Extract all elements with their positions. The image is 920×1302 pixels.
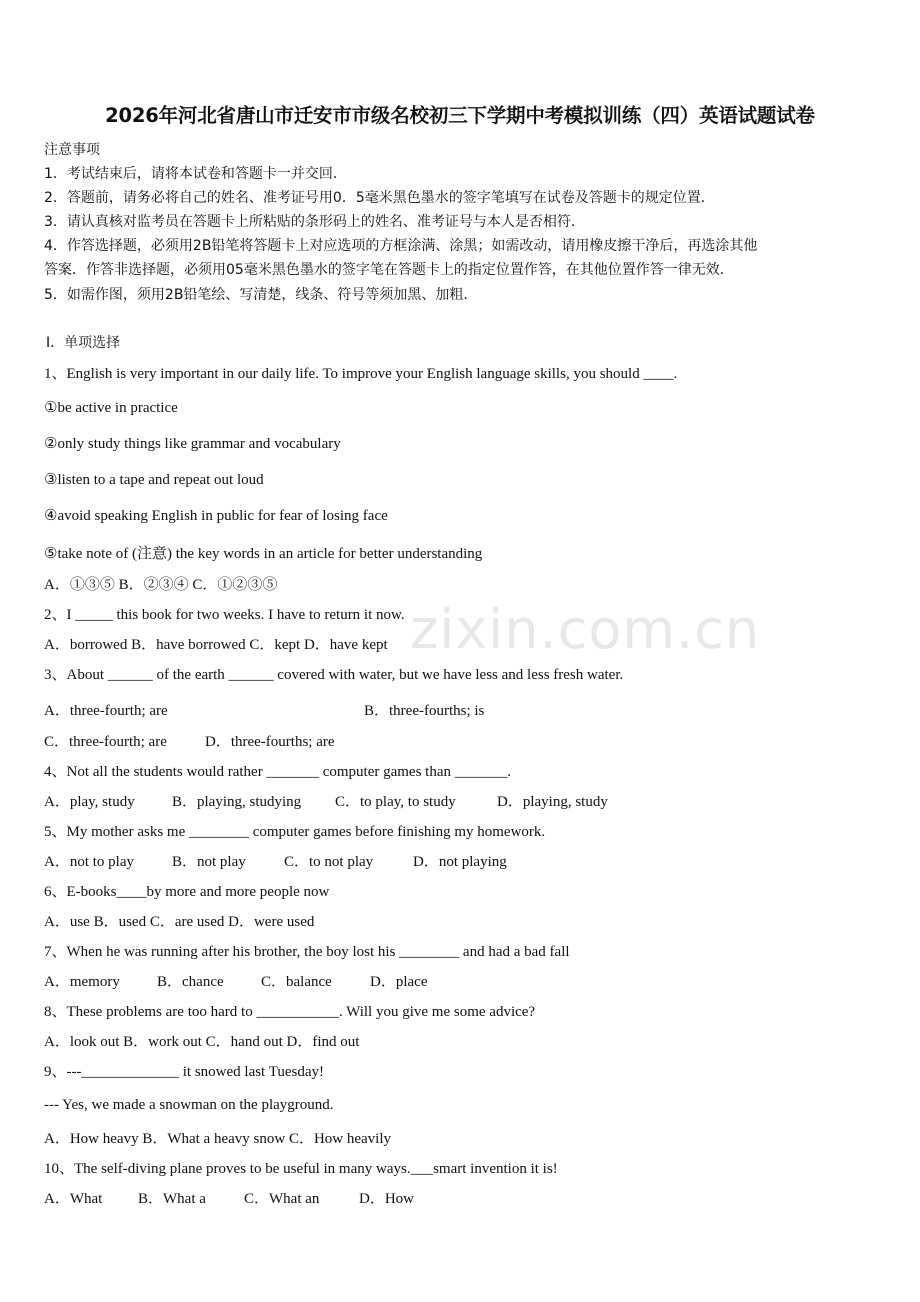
- q7-option-d: D．place: [370, 974, 428, 990]
- q9-options: A．How heavy B．What a heavy snow C．How heavily: [44, 1131, 392, 1147]
- q7-option-a: A．memory: [44, 974, 120, 990]
- q10-option-b: B．What a: [138, 1191, 206, 1207]
- q2-stem: 2、I _____ this book for two weeks. I have to return it now.: [44, 607, 405, 623]
- q5-stem: 5、My mother asks me ________ computer games before finishing my homework.: [44, 824, 546, 840]
- section-heading: Ⅰ．单项选择: [46, 335, 121, 351]
- notice-item-4-cont: 答案．作答非选择题，必须用05毫米黑色墨水的签字笔在答题卡上的指定位置作答，在其他位置作答一律无效．: [44, 262, 734, 278]
- q1-item-4: ④avoid speaking English in public for fear of losing face: [44, 508, 388, 524]
- exam-title: 2026年河北省唐山市迁安市市级名校初三下学期中考模拟训练（四）英语试题试卷: [105, 104, 815, 127]
- q1-item-2: ②only study things like grammar and vocabulary: [44, 436, 341, 452]
- q4-option-d: D．playing, study: [497, 794, 608, 810]
- q5-option-b: B．not play: [172, 854, 246, 870]
- q1-item-1: ①be active in practice: [44, 400, 178, 416]
- q6-stem: 6、E-books____by more and more people now: [44, 884, 330, 900]
- q3-option-d: D．three-fourths; are: [205, 734, 335, 750]
- q6-options: A．use B．used C．are used D．were used: [44, 914, 315, 930]
- q7-option-c: C．balance: [261, 974, 332, 990]
- notice-item-2: 2．答题前，请务必将自己的姓名、准考证号用0．5毫米黑色墨水的签字笔填写在试卷及答题卡的规定位置．: [44, 190, 715, 206]
- q1-stem: 1、English is very important in our daily life. To improve your English language skills, you should ____.: [44, 366, 678, 382]
- notice-item-5: 5．如需作图，须用2B铅笔绘、写清楚，线条、符号等须加黑、加粗．: [44, 287, 478, 303]
- q3-stem: 3、About ______ of the earth ______ covered with water, but we have less and less fresh water.: [44, 667, 624, 683]
- q3-option-a: A．three-fourth; are: [44, 703, 168, 719]
- q9-stem: 9、---_____________ it snowed last Tuesday!: [44, 1064, 324, 1080]
- q4-option-a: A．play, study: [44, 794, 135, 810]
- q8-stem: 8、These problems are too hard to ___________. Will you give me some advice?: [44, 1004, 536, 1020]
- notice-heading: 注意事项: [44, 142, 100, 158]
- q5-option-c: C．to not play: [284, 854, 374, 870]
- q7-stem: 7、When he was running after his brother, the boy lost his ________ and had a bad fall: [44, 944, 570, 960]
- q9-reply: --- Yes, we made a snowman on the playground.: [44, 1097, 334, 1113]
- q10-stem: 10、The self-diving plane proves to be useful in many ways.___smart invention it is!: [44, 1161, 558, 1177]
- q5-option-a: A．not to play: [44, 854, 134, 870]
- q10-option-a: A．What: [44, 1191, 103, 1207]
- q5-option-d: D．not playing: [413, 854, 507, 870]
- q4-option-c: C．to play, to study: [335, 794, 456, 810]
- q10-option-c: C．What an: [244, 1191, 320, 1207]
- q4-stem: 4、Not all the students would rather _______ computer games than _______.: [44, 764, 511, 780]
- q10-option-d: D．How: [359, 1191, 414, 1207]
- watermark: zixin.com.cn: [410, 598, 761, 661]
- q8-options: A．look out B．work out C．hand out D．find out: [44, 1034, 360, 1050]
- notice-item-1: 1．考试结束后，请将本试卷和答题卡一并交回．: [44, 166, 347, 182]
- notice-item-3: 3．请认真核对监考员在答题卡上所粘贴的条形码上的姓名、准考证号与本人是否相符．: [44, 214, 585, 230]
- q3-option-c: C．three-fourth; are: [44, 734, 167, 750]
- q3-option-b: B．three-fourths; is: [364, 703, 485, 719]
- q1-options: A．①③⑤ B．②③④ C．①②③⑤: [44, 577, 278, 593]
- q1-item-5: ⑤take note of (注意) the key words in an article for better understanding: [44, 546, 483, 562]
- q4-option-b: B．playing, studying: [172, 794, 302, 810]
- q2-options: A．borrowed B．have borrowed C．kept D．have kept: [44, 637, 388, 653]
- q1-item-3: ③listen to a tape and repeat out loud: [44, 472, 264, 488]
- q7-option-b: B．chance: [157, 974, 224, 990]
- notice-item-4: 4．作答选择题，必须用2B铅笔将答题卡上对应选项的方框涂满、涂黑；如需改动，请用橡皮擦干净后，再选涂其他: [44, 238, 758, 254]
